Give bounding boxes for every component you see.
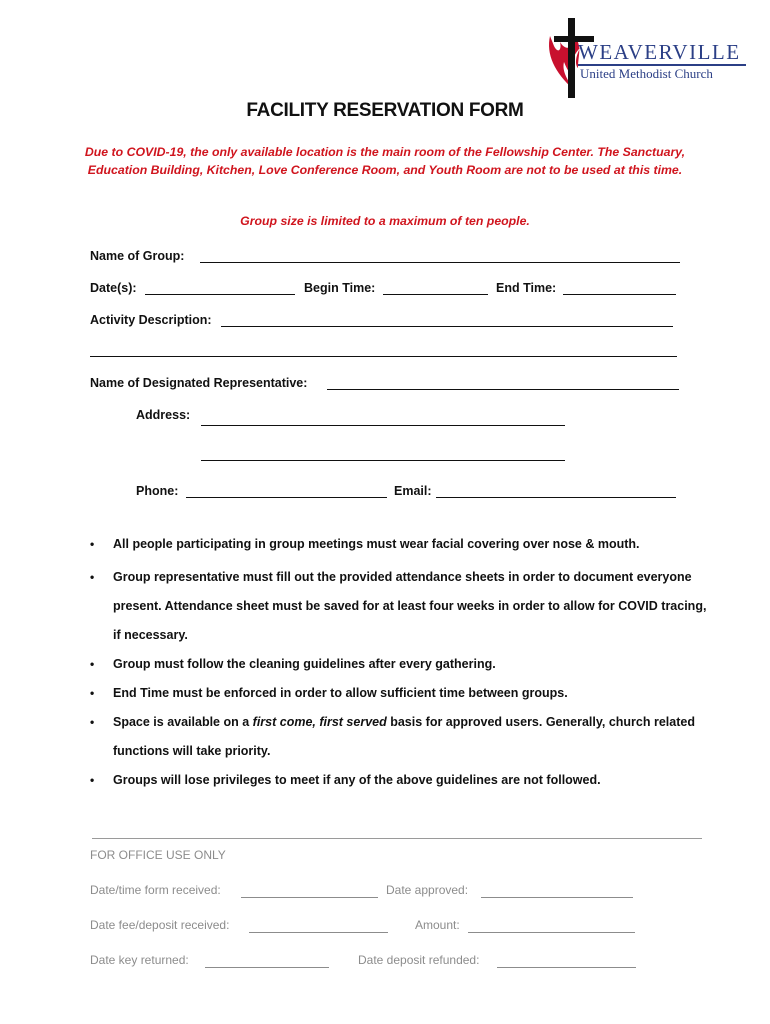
group-name-field[interactable] [200, 262, 680, 263]
begin-time-label: Begin Time: [304, 281, 376, 295]
deposit-refunded-field[interactable] [497, 967, 636, 968]
covid-notice: Due to COVID-19, the only available location is the main room of the Fellowship Center. The Sanctuary, Education Building, Kitchen, Love Conference Room, and Youth Room are not to be used at this time. [84, 145, 686, 177]
page-title: FACILITY RESERVATION FORM [246, 100, 524, 121]
activity-field-line-2[interactable] [90, 356, 677, 357]
date-approved-label: Date approved: [386, 883, 469, 897]
bullet-icon: • [90, 773, 95, 787]
list-item: • Space is available on a first come, first served basis for approved users. Generally, church related functions will take priority. [90, 708, 710, 766]
amount-label: Amount: [415, 918, 460, 932]
address-field[interactable] [201, 425, 565, 426]
divider [92, 838, 702, 839]
activity-label: Activity Description: [90, 313, 212, 327]
address-field-line-2[interactable] [201, 460, 565, 461]
end-time-field[interactable] [563, 294, 676, 295]
deposit-refunded-label: Date deposit refunded: [358, 953, 480, 967]
bullet-icon: • [90, 537, 95, 551]
form-received-label: Date/time form received: [90, 883, 221, 897]
list-item: • Group must follow the cleaning guidelines after every gathering. [90, 650, 710, 679]
office-use-heading: FOR OFFICE USE ONLY [90, 848, 226, 862]
fee-received-field[interactable] [249, 932, 388, 933]
amount-field[interactable] [468, 932, 635, 933]
group-size-notice: Group size is limited to a maximum of ten people. [240, 214, 530, 228]
phone-field[interactable] [186, 497, 387, 498]
bullet-icon: • [90, 686, 95, 700]
begin-time-field[interactable] [383, 294, 488, 295]
list-item: • End Time must be enforced in order to allow sufficient time between groups. [90, 679, 710, 708]
key-returned-field[interactable] [205, 967, 329, 968]
address-label: Address: [136, 408, 191, 422]
dates-label: Date(s): [90, 281, 137, 295]
logo-name: WEAVERVILLE [578, 40, 741, 64]
dates-field[interactable] [145, 294, 295, 295]
key-returned-label: Date key returned: [90, 953, 189, 967]
email-label: Email: [394, 484, 432, 498]
fee-received-label: Date fee/deposit received: [90, 918, 230, 932]
date-approved-field[interactable] [481, 897, 633, 898]
group-name-label: Name of Group: [90, 249, 185, 263]
phone-label: Phone: [136, 484, 179, 498]
guidelines-list [90, 530, 710, 795]
bullet-icon: • [90, 657, 95, 671]
form-received-field[interactable] [241, 897, 378, 898]
representative-field[interactable] [327, 389, 679, 390]
representative-label: Name of Designated Representative: [90, 376, 308, 390]
list-item: • All people participating in group meetings must wear facial covering over nose & mouth. [90, 530, 710, 559]
list-item: • Group representative must fill out the provided attendance sheets in order to document everyone present. Attendance sheet must be saved for at least four weeks in order to allow for COVID tracing, if necessary. [90, 563, 710, 650]
list-item: • Groups will lose privileges to meet if any of the above guidelines are not followed. [90, 766, 710, 795]
end-time-label: End Time: [496, 281, 557, 295]
logo-subtitle: United Methodist Church [580, 66, 713, 81]
email-field[interactable] [436, 497, 676, 498]
activity-field[interactable] [221, 326, 673, 327]
bullet-icon: • [90, 715, 95, 729]
bullet-icon: • [90, 570, 95, 584]
